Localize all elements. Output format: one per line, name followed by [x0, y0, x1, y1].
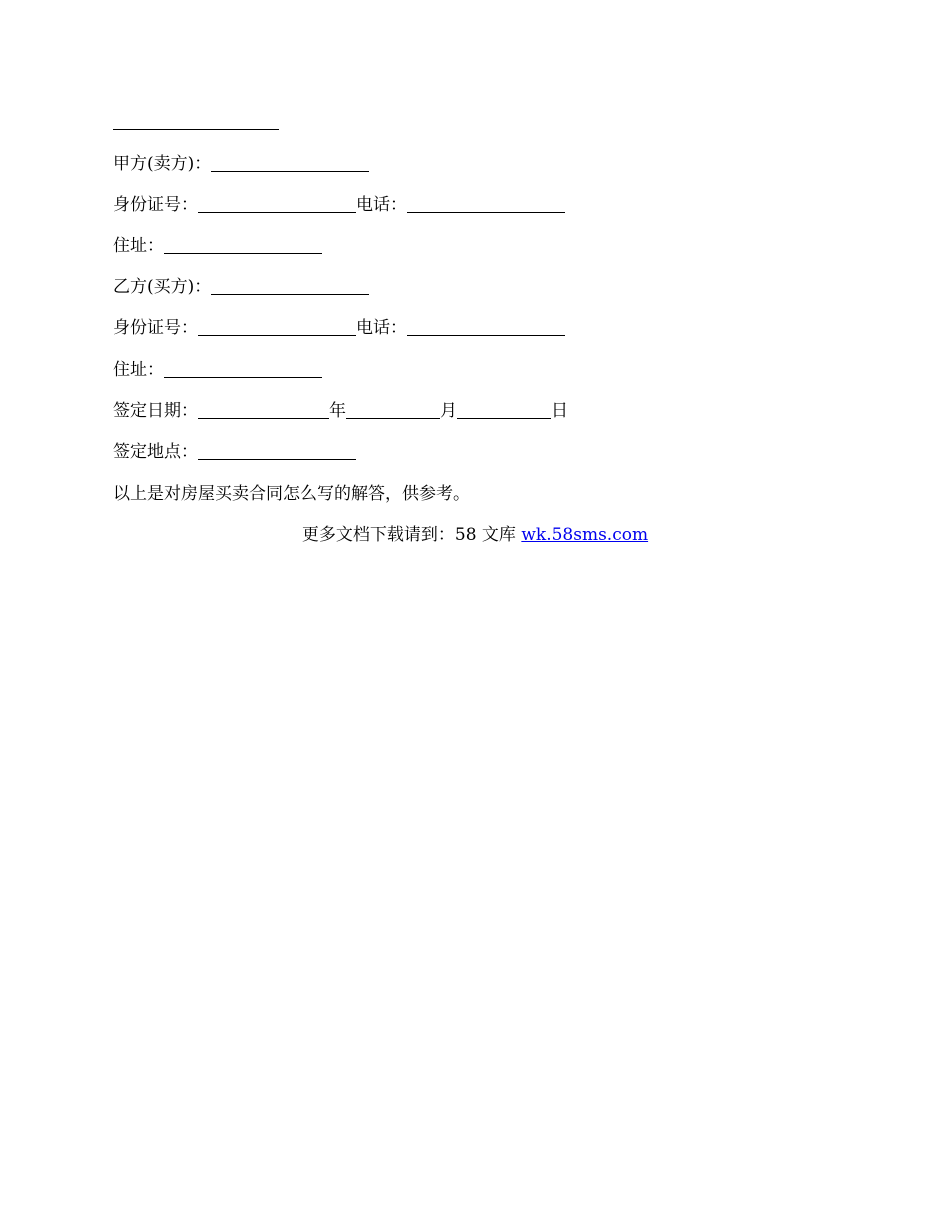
footer-prefix: 更多文档下载请到：58 文库 [301, 525, 522, 545]
day-blank [457, 418, 551, 419]
buyer-id-label: 身份证号： [113, 318, 198, 338]
seller-id-label: 身份证号： [113, 195, 198, 215]
buyer-phone-blank [407, 335, 565, 336]
buyer-name-blank [211, 294, 369, 295]
sign-place-label: 签定地点： [113, 442, 198, 462]
sign-date-row [113, 400, 568, 422]
buyer-row [113, 276, 369, 298]
buyer-id-blank [198, 335, 356, 336]
download-footer [0, 524, 950, 546]
buyer-address-blank [164, 377, 322, 378]
day-label: 日 [551, 401, 568, 421]
seller-id-blank [198, 212, 356, 213]
buyer-address-row [113, 359, 322, 381]
seller-phone-label: 电话： [356, 195, 407, 215]
year-blank [198, 418, 329, 419]
buyer-id-row [113, 317, 565, 339]
sign-place-blank [198, 459, 356, 460]
sign-date-label: 签定日期： [113, 401, 198, 421]
month-label: 月 [440, 401, 457, 421]
footer-link[interactable]: wk.58sms.com [521, 525, 649, 545]
seller-id-row [113, 194, 565, 216]
sign-place-row [113, 441, 356, 463]
seller-label: 甲方(卖方)： [113, 154, 212, 174]
buyer-label: 乙方(买方)： [113, 277, 212, 297]
seller-address-row [113, 235, 322, 257]
closing-paragraph [113, 483, 470, 505]
buyer-phone-label: 电话： [356, 318, 407, 338]
buyer-address-label: 住址： [113, 360, 164, 380]
year-label: 年 [329, 401, 346, 421]
seller-name-blank [211, 171, 369, 172]
month-blank [346, 418, 440, 419]
seller-address-label: 住址： [113, 236, 164, 256]
seller-address-blank [164, 253, 322, 254]
seller-phone-blank [407, 212, 565, 213]
signature-line-top [113, 129, 279, 130]
seller-row [113, 153, 369, 175]
closing-text: 以上是对房屋买卖合同怎么写的解答，供参考。 [113, 484, 470, 504]
